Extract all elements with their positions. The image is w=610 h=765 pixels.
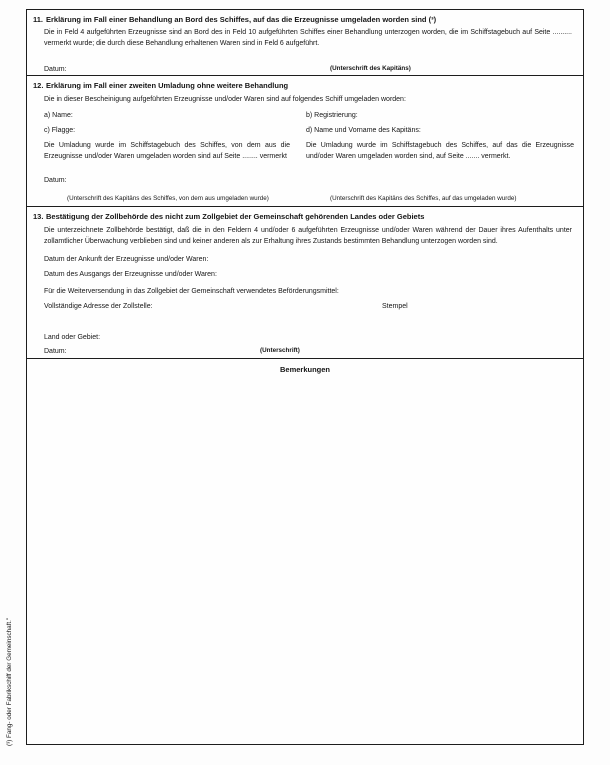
section13-body: Die unterzeichnete Zollbehörde bestätigt, daß die in den Feldern 4 und/oder 6 aufgeführten Erzeugnisse und/oder Waren während der Dauer ihres Aufenthalts unter zollamtlicher Überwachung verblieben sind und keiner anderen als zur Erhaltung ihres Zustands bestimmten Behandlung unterzogen worden sind. (44, 227, 572, 245)
form-frame (26, 9, 584, 745)
section12-left-note: Die Umladung wurde im Schiffstagebuch des Schiffes, von dem aus die Erzeugnisse und/oder Waren umgeladen worden sind auf Seite ........ vermerkt (44, 142, 290, 160)
section-divider-13-remarks (27, 358, 583, 359)
section13-date-label: Datum: (44, 348, 67, 355)
section12-title: Erklärung im Fall einer zweiten Umladung ohne weitere Behandlung (46, 81, 289, 90)
section13-signature-label: (Unterschrift) (260, 347, 300, 354)
section-divider-12-13 (27, 206, 583, 207)
section12-signature-to-ship: (Unterschrift des Kapitäns des Schiffes, auf das umgeladen wurde) (330, 195, 517, 202)
remarks-title: Bemerkungen (279, 365, 330, 374)
section12-field-captain-name: d) Name und Vorname des Kapitäns: (306, 127, 421, 134)
section13-number: 13. (33, 212, 44, 221)
section12-field-name: a) Name: (44, 112, 73, 119)
section13-departure-date-label: Datum des Ausgangs der Erzeugnisse und/oder Waren: (44, 271, 217, 278)
section13-arrival-date-label: Datum der Ankunft der Erzeugnisse und/oder Waren: (44, 256, 209, 263)
section12-body: Die in dieser Bescheinigung aufgeführten Erzeugnisse und/oder Waren sind auf folgendes Schiff umgeladen worden: (44, 96, 406, 103)
section11-date-label: Datum: (44, 66, 67, 73)
section12-signature-from-ship: (Unterschrift des Kapitäns des Schiffes, von dem aus umgeladen wurde) (67, 195, 269, 202)
section13-customs-address-label: Vollständige Adresse der Zollstelle: (44, 303, 153, 310)
section13-title: Bestätigung der Zollbehörde des nicht zum Zollgebiet der Gemeinschaft gehörenden Landes oder Gebiets (46, 212, 425, 221)
section12-number: 12. (33, 81, 44, 90)
section13-country-label: Land oder Gebiet: (44, 334, 101, 341)
section11-title: Erklärung im Fall einer Behandlung an Bord des Schiffes, auf das die Erzeugnisse umgeladen worden sind (³) (46, 15, 437, 24)
footnote-vertical: (³) Fang- oder Fabrikschiff der Gemeinschaft." (6, 617, 13, 746)
section13-transport-label: Für die Weiterversendung in das Zollgebiet der Gemeinschaft verwendetes Beförderungsmittel: (44, 288, 339, 295)
section-divider-11-12 (27, 75, 583, 76)
section11-captain-signature-label: (Unterschrift des Kapitäns) (330, 65, 411, 72)
section12-date-label: Datum: (44, 177, 67, 184)
section12-right-note: Die Umladung wurde im Schiffstagebuch des Schiffes, auf das die Erzeugnisse und/oder Waren umgeladen worden sind, auf Seite ....... vermerkt. (306, 142, 574, 160)
section11-number: 11. (33, 15, 44, 24)
section13-stamp-label: Stempel (382, 303, 408, 310)
section12-field-registration: b) Registrierung: (306, 112, 358, 119)
section11-body: Die in Feld 4 aufgeführten Erzeugnisse sind an Bord des in Feld 10 aufgeführten Schiffes einer Behandlung unterzogen worden, die im Schiffstagebuch auf Seite .......... vermerkt wurde; die durch diese Behandlung erhaltenen Waren sind in Feld 6 aufgeführt. (44, 29, 572, 47)
section12-field-flag: c) Flagge: (44, 127, 76, 134)
